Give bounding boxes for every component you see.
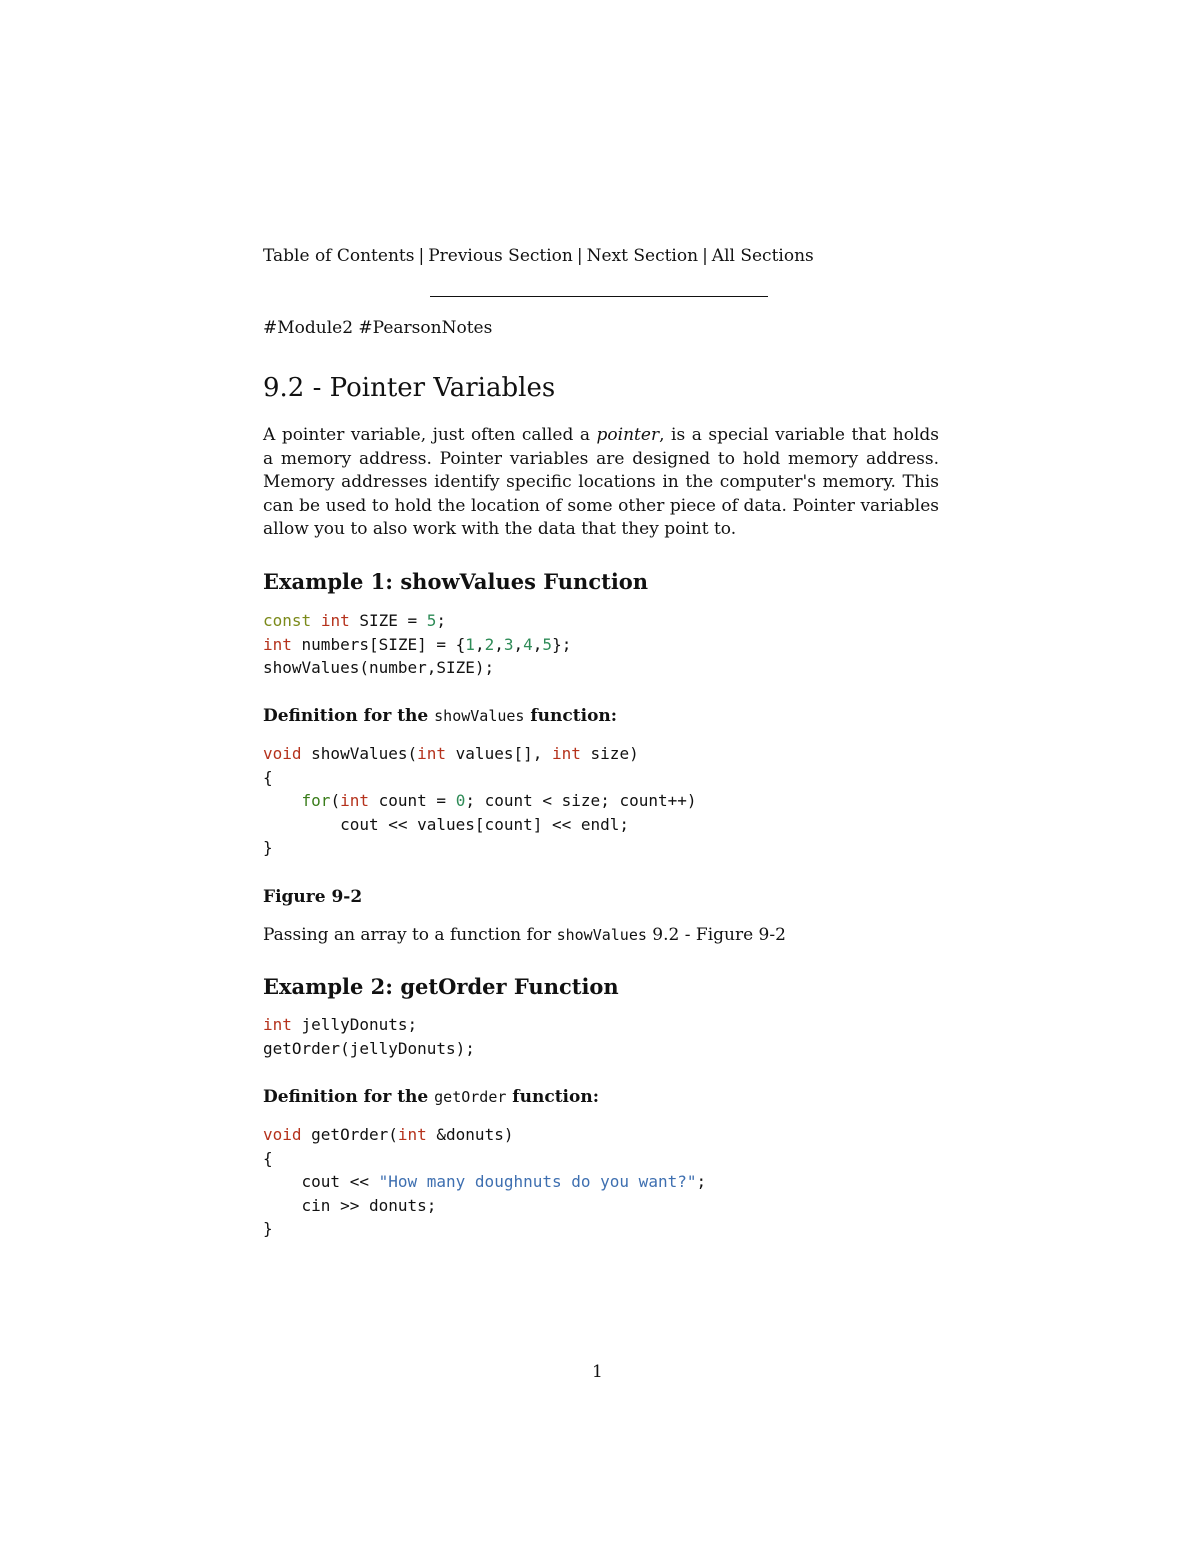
tags-line: #Module2 #PearsonNotes bbox=[263, 318, 493, 338]
definition-text: Definition for the bbox=[263, 1087, 435, 1107]
definition-function-name: getOrder bbox=[434, 1088, 507, 1106]
example-1-heading: Example 1: showValues Function bbox=[263, 569, 649, 594]
code-text: ; bbox=[436, 611, 447, 630]
intro-emphasis: pointer bbox=[596, 425, 660, 445]
code-text: jellyDonuts; bbox=[291, 1015, 418, 1034]
caption-function-name: showValues bbox=[556, 926, 647, 944]
code-text: ; bbox=[696, 1172, 707, 1191]
code-text: showValues(number,SIZE); bbox=[263, 658, 495, 677]
example-1-code-block: const int SIZE = 5; int numbers[SIZE] = {1,2,3,4,5}; showValues(number,SIZE); bbox=[263, 611, 572, 677]
code-text: ; count < size; count++) bbox=[465, 791, 697, 810]
code-string: "How many doughnuts do you want?" bbox=[378, 1172, 697, 1191]
intro-text-end: , is a special variable that holds a memory address. Pointer variables are designed to hold memory address. Memory addresses identify specific locations in the computer's memory. This can be used to hold the location of some other piece of data. Pointer variables allow you to also work with the data that they point to. bbox=[263, 425, 939, 539]
code-keyword: int bbox=[263, 634, 292, 654]
code-text: ( bbox=[330, 791, 341, 810]
code-number: 5 bbox=[426, 611, 437, 630]
code-keyword: int bbox=[552, 744, 581, 763]
code-text: } bbox=[263, 1219, 273, 1238]
intro-text-start: A pointer variable, just often called a bbox=[263, 425, 597, 445]
figure-label: Figure 9-2 bbox=[263, 887, 363, 907]
code-text: }; bbox=[552, 634, 572, 654]
definition-text: function: bbox=[506, 1087, 599, 1107]
page-number: 1 bbox=[592, 1362, 603, 1382]
previous-section-link[interactable]: Previous Section bbox=[428, 246, 573, 266]
code-number: 5 bbox=[542, 634, 553, 654]
caption-text: Passing an array to a function for bbox=[263, 925, 557, 945]
horizontal-rule bbox=[430, 296, 768, 297]
code-keyword: const bbox=[263, 611, 312, 630]
code-text: numbers[SIZE] = { bbox=[291, 634, 466, 654]
definition-text: function: bbox=[524, 706, 618, 726]
code-keyword: int bbox=[320, 611, 350, 630]
get-order-definition-code bbox=[263, 1123, 706, 1241]
code-keyword: void bbox=[263, 1125, 302, 1144]
code-number: 4 bbox=[523, 634, 533, 654]
all-sections-link[interactable]: All Sections bbox=[711, 246, 814, 266]
code-text: &donuts) bbox=[426, 1125, 514, 1144]
code-keyword: int bbox=[263, 1015, 292, 1034]
code-text: SIZE = bbox=[349, 611, 427, 630]
code-text: cout << bbox=[301, 1172, 379, 1191]
code-text: getOrder( bbox=[301, 1125, 398, 1144]
example-2-code-block bbox=[263, 1013, 475, 1060]
code-keyword: int bbox=[397, 1125, 427, 1144]
example-2-definition-heading bbox=[263, 1087, 599, 1107]
figure-caption bbox=[263, 925, 786, 945]
example-2-heading: Example 2: getOrder Function bbox=[263, 974, 619, 999]
page-title: 9.2 - Pointer Variables bbox=[263, 373, 556, 403]
intro-paragraph bbox=[263, 424, 939, 542]
next-section-link[interactable]: Next Section bbox=[586, 246, 699, 266]
code-keyword: for bbox=[301, 791, 331, 810]
definition-function-name: showValues bbox=[434, 707, 525, 725]
section-navigation bbox=[263, 246, 814, 266]
caption-text: 9.2 - Figure 9-2 bbox=[646, 925, 786, 945]
code-text: cin >> donuts; bbox=[301, 1195, 437, 1215]
code-text: count = bbox=[368, 791, 456, 810]
nav-separator: | bbox=[702, 246, 708, 266]
code-text: } bbox=[263, 838, 273, 857]
nav-separator: | bbox=[418, 246, 425, 266]
code-text: size) bbox=[580, 744, 639, 763]
code-text: showValues( bbox=[301, 744, 418, 763]
code-text: { bbox=[263, 1148, 273, 1168]
table-of-contents-link[interactable]: Table of Contents bbox=[263, 246, 415, 266]
definition-text: Definition for the bbox=[263, 706, 435, 726]
code-text: values[], bbox=[446, 744, 552, 763]
code-text: getOrder(jellyDonuts); bbox=[263, 1038, 475, 1058]
show-values-definition-code bbox=[263, 742, 697, 860]
code-keyword: int bbox=[417, 744, 447, 763]
code-text: cout << values[count] << endl; bbox=[340, 814, 630, 834]
code-keyword: int bbox=[340, 791, 369, 810]
code-number: 3 bbox=[503, 634, 514, 654]
code-keyword: void bbox=[263, 744, 302, 763]
example-1-definition-heading bbox=[263, 706, 617, 726]
code-number: 0 bbox=[455, 791, 466, 810]
code-number: 1 bbox=[465, 634, 475, 654]
code-number: 2 bbox=[484, 634, 495, 654]
nav-separator: | bbox=[576, 246, 583, 266]
code-text: { bbox=[263, 767, 273, 787]
